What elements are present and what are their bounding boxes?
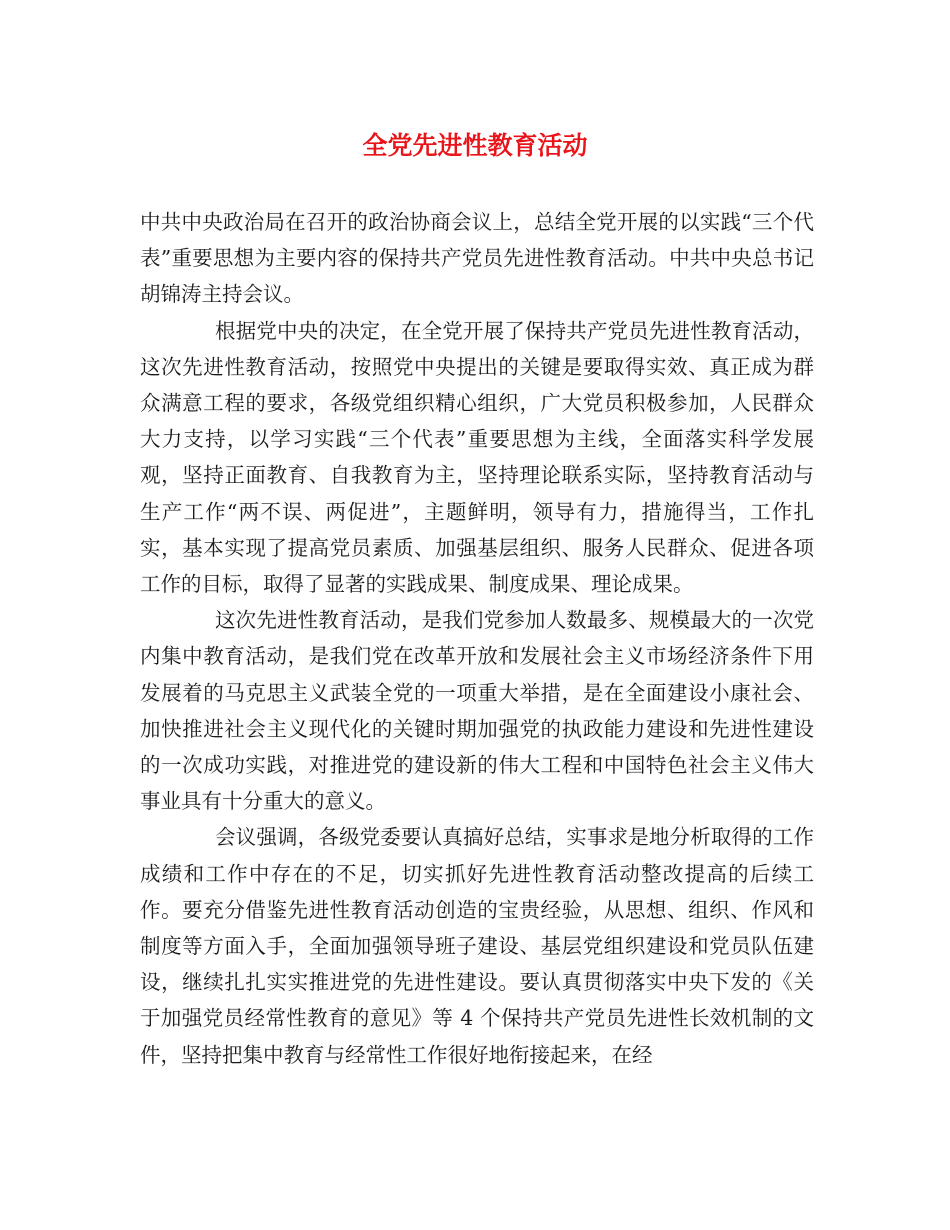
paragraph-4: 会议强调，各级党委要认真搞好总结，实事求是地分析取得的工作成绩和工作中存在的不足，切实抓好先进性教育活动整改提高的后续工作。要充分借鉴先进性教育活动创造的宝贵经验，从思想、组织、作风和制度等方面入手，全面加强领导班子建设、基层党组织建设和党员队伍建设，继续扎扎实实推进党的先进性建设。要认真贯彻落实中央下发的《关于加强党员经常性教育的意见》等 4 个保持共产党员先进性长效机制的文件，坚持把集中教育与经常性工作很好地衔接起来，在经	[140, 825, 814, 1067]
paragraph-1: 中共中央政治局在召开的政治协商会议上，总结全党开展的以实践“三个代表”重要思想为主要内容的保持共产党员先进性教育活动。中共中央总书记胡锦涛主持会议。	[140, 210, 814, 307]
document-body	[140, 204, 814, 1073]
paragraph-3: 这次先进性教育活动，是我们党参加人数最多、规模最大的一次党内集中教育活动，是我们党在改革开放和发展社会主义市场经济条件下用发展着的马克思主义武装全党的一项重大举措，是在全面建设小康社会、加快推进社会主义现代化的关键时期加强党的执政能力建设和先进性建设的一次成功实践，对推进党的建设新的伟大工程和中国特色社会主义伟大事业具有十分重大的意义。	[140, 608, 814, 814]
document-title: 全党先进性教育活动	[362, 131, 588, 160]
paragraph-2: 根据党中央的决定，在全党开展了保持共产党员先进性教育活动，这次先进性教育活动，按照党中央提出的关键是要取得实效、真正成为群众满意工程的要求，各级党组织精心组织，广大党员积极参加，人民群众大力支持，以学习实践“三个代表”重要思想为主线，全面落实科学发展观，坚持正面教育、自我教育为主，坚持理论联系实际，坚持教育活动与生产工作“两不误、两促进”，主题鲜明，领导有力，措施得当，工作扎实，基本实现了提高党员素质、加强基层组织、服务人民群众、促进各项工作的目标，取得了显著的实践成果、制度成果、理论成果。	[140, 318, 814, 597]
